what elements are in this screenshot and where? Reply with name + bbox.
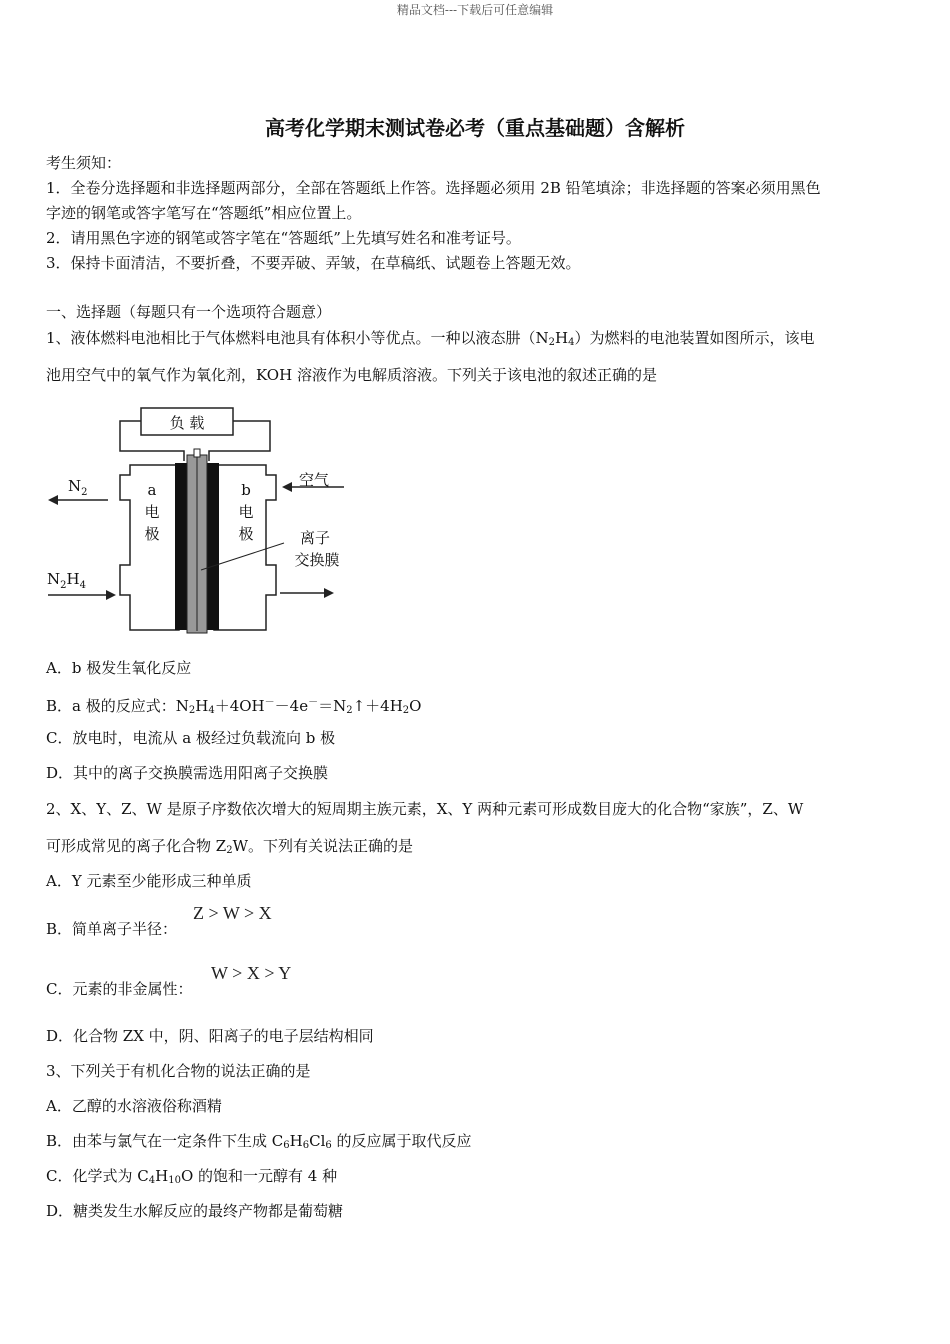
membrane-label-2: 交换膜 xyxy=(294,551,340,569)
fuel-cell-diagram xyxy=(44,405,364,637)
q2-option-d: D．化合物 ZX 中，阴、阳离子的电子层结构相同 xyxy=(46,1027,374,1045)
notice-item-1: 1．全卷分选择题和非选择题两部分，全部在答题纸上作答。选择题必须用 2B 铅笔填涂；非选择题的答案必须用黑色 xyxy=(46,179,821,197)
n2h4-in-arrow xyxy=(106,590,116,600)
q2-option-a: A．Y 元素至少能形成三种单质 xyxy=(46,872,252,890)
q2-option-c-formula: W > X > Y xyxy=(211,963,292,983)
n2h4-label: $N_2H_4$ xyxy=(47,570,86,591)
air-in-arrow xyxy=(282,482,292,492)
a-char2: 极 xyxy=(144,525,160,543)
section-heading: 一、选择题（每题只有一个选项符合题意） xyxy=(46,303,332,321)
page-watermark: 精品文档---下载后可任意编辑 xyxy=(396,3,554,17)
q2-option-c: C．元素的非金属性： xyxy=(46,980,193,998)
page-title: 高考化学期末测试卷必考（重点基础题）含解析 xyxy=(265,116,685,140)
notice-item-2: 2．请用黑色字迹的钢笔或答字笔在“答题纸”上先填写姓名和准考证号。 xyxy=(46,229,521,247)
a-letter: a xyxy=(147,481,157,499)
membrane-cap xyxy=(194,449,200,457)
q3-stem: 3、下列关于有机化合物的说法正确的是 xyxy=(46,1062,311,1080)
air-label: 空气 xyxy=(299,471,330,489)
q2-stem-line2: 可形成常见的离子化合物 $Z_2W$。下列有关说法正确的是 xyxy=(46,837,413,856)
q3-option-b: B．由苯与氯气在一定条件下生成 $C_6H_6Cl_6$ 的反应属于取代反应 xyxy=(46,1132,472,1151)
q2-option-b: B．简单离子半径： xyxy=(46,920,178,938)
q3-option-a: A．乙醇的水溶液俗称酒精 xyxy=(46,1097,222,1115)
q3-option-d: D．糖类发生水解反应的最终产物都是葡萄糖 xyxy=(46,1202,344,1220)
n2-label: $N_2$ xyxy=(68,477,88,498)
a-char1: 电 xyxy=(144,503,160,521)
q1-option-b: B．a 极的反应式：$N_2H_4+4OH^--4e^-=N_2↑+4H_2O$ xyxy=(46,697,422,716)
electrode-b xyxy=(207,463,219,630)
q3-option-c: C．化学式为 $C_4H_{10}O$ 的饱和一元醇有 4 种 xyxy=(46,1167,338,1186)
n2-out-arrow xyxy=(48,495,58,505)
b-letter: b xyxy=(241,481,251,499)
q1-option-c: C．放电时，电流从 a 极经过负载流向 b 极 xyxy=(46,729,336,747)
q1-stem-line2: 池用空气中的氧气作为氧化剂，KOH 溶液作为电解质溶液。下列关于该电池的叙述正确的是 xyxy=(46,366,657,384)
q1-option-d: D．其中的离子交换膜需选用阳离子交换膜 xyxy=(46,764,329,782)
q1-option-a: A．b 极发生氧化反应 xyxy=(46,659,192,677)
q2-option-b-formula: Z > W > X xyxy=(193,903,272,923)
notice-item-3: 3．保持卡面清洁，不要折叠，不要弄破、弄皱，在草稿纸、试题卷上答题无效。 xyxy=(46,254,581,272)
membrane-label-1: 离子 xyxy=(299,529,331,547)
notice-heading: 考生须知： xyxy=(46,154,122,172)
q1-stem-line1: 1、液体燃料电池相比于气体燃料电池具有体积小等优点。一种以液态肼$(N_2H_4)$为燃料的电池装置如图所示，该电 xyxy=(46,329,815,348)
electrode-a xyxy=(175,463,187,630)
load-label: 负 载 xyxy=(169,414,205,432)
q2-stem-line1: 2、X、Y、Z、W 是原子序数依次增大的短周期主族元素，X、Y 两种元素可形成数目庞大的化合物“家族”，Z、W xyxy=(46,800,804,818)
outlet-arrow xyxy=(324,588,334,598)
notice-item-1-cont: 字迹的钢笔或答字笔写在“答题纸”相应位置上。 xyxy=(46,204,362,222)
b-char1: 电 xyxy=(238,503,254,521)
b-char2: 极 xyxy=(238,525,254,543)
